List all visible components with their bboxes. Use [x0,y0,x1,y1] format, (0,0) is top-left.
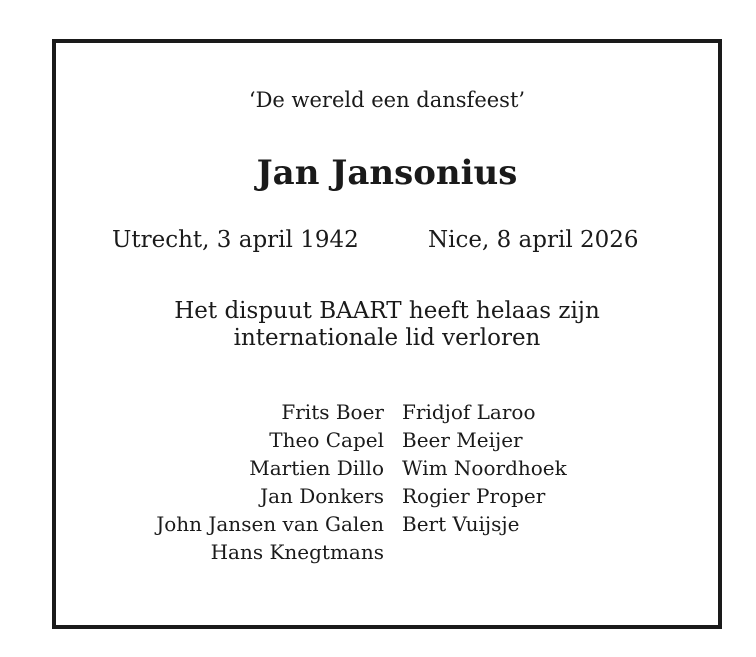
signer-name: Theo Capel [269,428,384,452]
signer-name: Hans Knegtmans [210,540,384,564]
signers-column-right [402,398,567,538]
notice-message [56,298,718,352]
death-place-date: Nice, 8 april 2026 [428,227,639,253]
life-dates [56,224,718,256]
birth-place-date: Utrecht, 3 april 1942 [112,227,359,253]
signer-name: Jan Donkers [260,484,384,508]
motto: ‘De wereld een dansfeest’ [248,88,526,112]
deceased-name: Jan Jansonius [256,153,518,193]
signer-name: John Jansen van Galen [156,512,384,536]
signer-name: Frits Boer [281,400,384,424]
message-line: Het dispuut BAART heeft helaas zijn [174,298,600,324]
signer-name: Martien Dillo [249,456,384,480]
notice-border [52,39,722,629]
signer-name: Rogier Proper [402,484,546,508]
signer-name: Bert Vuijsje [402,512,520,536]
signers-column-left [156,398,384,566]
signer-name: Fridjof Laroo [402,400,536,424]
signer-name: Beer Meijer [402,428,523,452]
message-line: internationale lid verloren [233,325,541,351]
signer-name: Wim Noordhoek [402,456,567,480]
